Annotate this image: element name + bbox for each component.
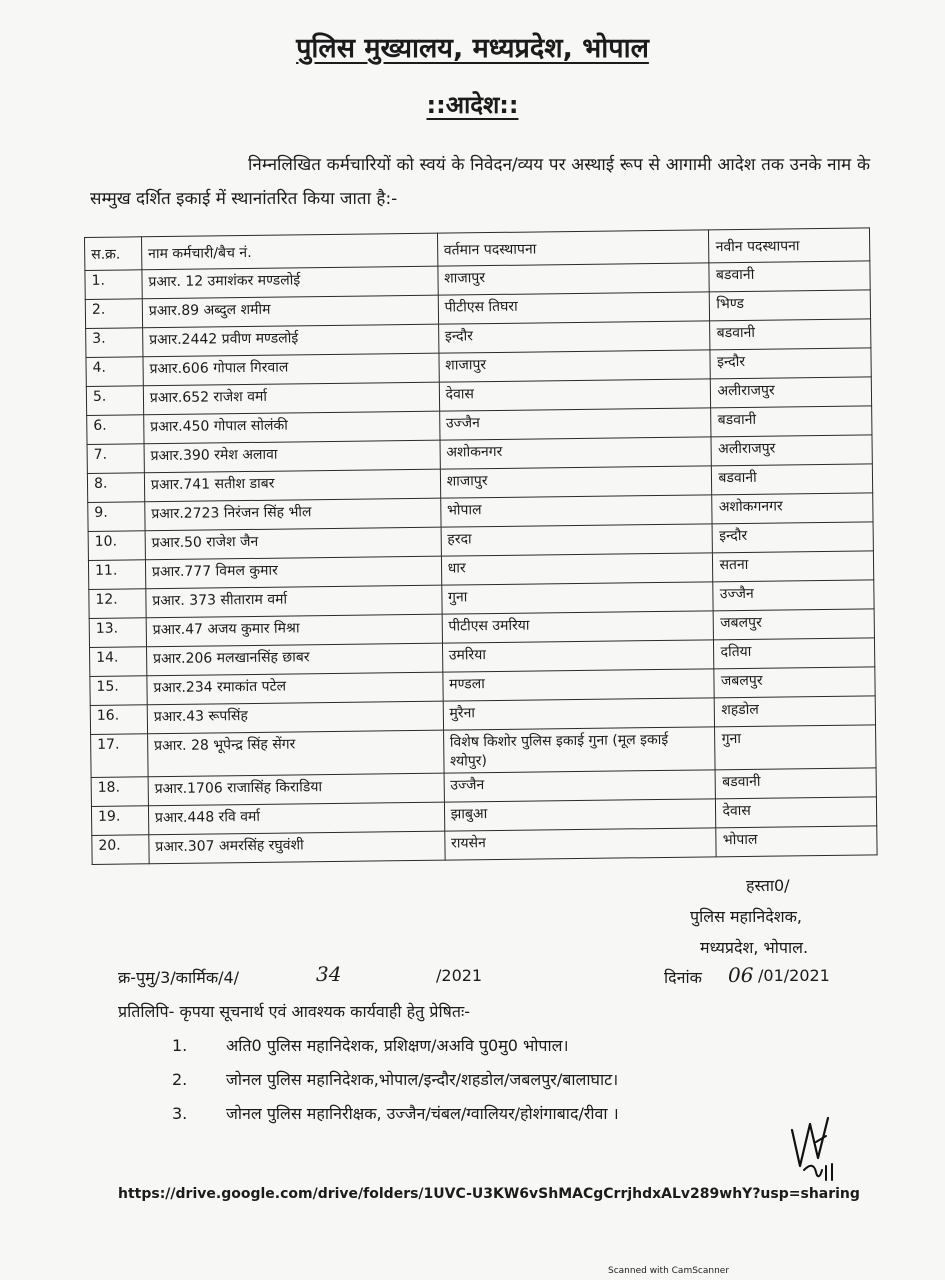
- cell-current-posting: पीटीएस तिघरा: [438, 292, 710, 324]
- copy-to-item: [172, 1102, 852, 1136]
- header-employee: नाम कर्मचारी/बैच नं.: [141, 233, 437, 270]
- cell-serial: 4.: [86, 357, 143, 387]
- cell-serial: 5.: [86, 386, 143, 416]
- cell-current-posting: उमरिया: [442, 640, 714, 672]
- cell-employee: प्रआर.43 रूपसिंह: [147, 701, 443, 734]
- cell-new-posting: बडवानी: [712, 464, 873, 495]
- transfer-table: [84, 227, 878, 865]
- copy-to-text: जोनल पुलिस महानिदेशक,भोपाल/इन्दौर/शहडोल/जबलपुर/बालाघाट।: [226, 1070, 619, 1089]
- cell-serial: 10.: [88, 531, 145, 561]
- signed-label: हस्ता0/: [746, 876, 790, 895]
- copy-to-list: [172, 1034, 852, 1136]
- cell-current-posting: उज्जैन: [439, 408, 711, 440]
- date-label: दिनांक: [664, 968, 702, 987]
- cell-serial: 20.: [92, 835, 149, 865]
- cell-new-posting: इन्दौर: [713, 522, 874, 553]
- cell-employee: प्रआर.206 मलखानसिंह छाबर: [146, 643, 442, 676]
- reference-prefix: क्र-पुमु/3/कार्मिक/4/: [118, 968, 240, 987]
- signature-block: [690, 870, 900, 963]
- cell-new-posting: सतना: [713, 551, 874, 582]
- cell-employee: प्रआर. 28 भूपेन्द्र सिंह सेंगर: [147, 730, 443, 777]
- cell-employee: प्रआर.89 अब्दुल शमीम: [142, 295, 438, 328]
- cell-new-posting: देवास: [716, 797, 877, 828]
- cell-new-posting: अलीराजपुर: [711, 435, 872, 466]
- cell-serial: 7.: [87, 444, 144, 474]
- date-rest: /01/2021: [758, 966, 830, 985]
- cell-current-posting: उज्जैन: [444, 770, 716, 802]
- cell-new-posting: गुना: [715, 725, 876, 770]
- cell-serial: 14.: [90, 647, 147, 677]
- cell-new-posting: इन्दौर: [710, 348, 871, 379]
- cell-current-posting: अशोकनगर: [440, 437, 712, 469]
- copy-to-number: 1.: [172, 1036, 188, 1055]
- cell-employee: प्रआर.777 विमल कुमार: [145, 556, 441, 589]
- cell-employee: प्रआर.234 रमाकांत पटेल: [147, 672, 443, 705]
- cell-serial: 19.: [91, 806, 148, 836]
- cell-employee: प्रआर.50 राजेश जैन: [145, 527, 441, 560]
- cell-employee: प्रआर.2442 प्रवीण मण्डलोई: [143, 324, 439, 357]
- cell-serial: 17.: [91, 734, 148, 778]
- cell-employee: प्रआर.2723 निरंजन सिंह भील: [145, 498, 441, 531]
- cell-employee: प्रआर.652 राजेश वर्मा: [143, 382, 439, 415]
- cell-new-posting: बडवानी: [711, 406, 872, 437]
- cell-serial: 18.: [91, 777, 148, 807]
- cell-new-posting: जबलपुर: [714, 667, 875, 698]
- cell-new-posting: उज्जैन: [713, 580, 874, 611]
- table-body: [85, 261, 877, 865]
- cell-employee: प्रआर.741 सतीश डाबर: [144, 469, 440, 502]
- cell-employee: प्रआर.47 अजय कुमार मिश्रा: [146, 614, 442, 647]
- cell-current-posting: मण्डला: [442, 669, 714, 701]
- cell-current-posting: धार: [441, 553, 713, 585]
- cell-employee: प्रआर.448 रवि वर्मा: [148, 802, 444, 835]
- copy-to-heading: प्रतिलिपि- कृपया सूचनार्थ एवं आवश्यक कार्यवाही हेतु प्रेषितः-: [118, 1002, 470, 1021]
- reference-year: /2021: [436, 966, 483, 985]
- cell-employee: प्रआर.606 गोपाल गिरवाल: [143, 353, 439, 386]
- cell-new-posting: अशोकगनगर: [712, 493, 873, 524]
- copy-to-number: 2.: [172, 1070, 188, 1089]
- cell-serial: 6.: [87, 415, 144, 445]
- cell-new-posting: दतिया: [714, 638, 875, 669]
- header-serial: स.क्र.: [85, 237, 142, 271]
- cell-serial: 15.: [90, 676, 147, 706]
- cell-current-posting: शाजापुर: [440, 466, 712, 498]
- cell-current-posting: देवास: [439, 379, 711, 411]
- cell-serial: 2.: [85, 299, 142, 329]
- cell-new-posting: शहडोल: [715, 696, 876, 727]
- cell-serial: 8.: [87, 473, 144, 503]
- signatory-location: मध्यप्रदेश, भोपाल.: [700, 938, 809, 957]
- handwritten-signature: [770, 1108, 850, 1188]
- cell-serial: 9.: [88, 502, 145, 532]
- scanner-watermark: Scanned with CamScanner: [608, 1266, 730, 1276]
- drive-link[interactable]: https://drive.google.com/drive/folders/1UVC-U3KW6vShMACgCrrjhdxALv289whY?usp=sharing: [118, 1186, 860, 1202]
- cell-current-posting: मुरैना: [443, 698, 715, 730]
- cell-current-posting: रायसेन: [444, 828, 716, 860]
- copy-to-text: अति0 पुलिस महानिदेशक, प्रशिक्षण/अअवि पु0मु0 भोपाल।: [226, 1036, 569, 1055]
- reference-number: 34: [316, 962, 342, 986]
- cell-new-posting: बडवानी: [709, 261, 870, 292]
- cell-current-posting: पीटीएस उमरिया: [442, 611, 714, 643]
- signatory-title: पुलिस महानिदेशक,: [690, 907, 802, 926]
- cell-employee: प्रआर. 373 सीताराम वर्मा: [146, 585, 442, 618]
- reference-line: [118, 962, 838, 992]
- cell-current-posting: इन्दौर: [438, 321, 710, 353]
- cell-current-posting: शाजापुर: [439, 350, 711, 382]
- cell-employee: प्रआर.390 रमेश अलावा: [144, 440, 440, 473]
- order-heading: ::आदेश::: [426, 91, 519, 119]
- cell-serial: 1.: [85, 270, 142, 300]
- cell-serial: 12.: [89, 589, 146, 619]
- cell-new-posting: भोपाल: [716, 826, 877, 857]
- cell-serial: 11.: [88, 560, 145, 590]
- page-title: पुलिस मुख्यालय, मध्यप्रदेश, भोपाल: [296, 33, 649, 64]
- intro-paragraph: निम्नलिखित कर्मचारियों को स्वयं के निवेदन/व्यय पर अस्थाई रूप से आगामी आदेश तक उनके नाम के सम्मुख दर्शित इकाई में स्थानांतरित किया जाता है:-: [90, 155, 870, 209]
- cell-current-posting: भोपाल: [440, 495, 712, 527]
- cell-current-posting: विशेष किशोर पुलिस इकाई गुना (मूल इकाई श्योपुर): [443, 727, 715, 773]
- copy-to-number: 3.: [172, 1104, 188, 1123]
- cell-new-posting: बडवानी: [716, 768, 877, 799]
- cell-employee: प्रआर.1706 राजासिंह किराडिया: [148, 773, 444, 806]
- cell-new-posting: जबलपुर: [714, 609, 875, 640]
- cell-serial: 16.: [90, 705, 147, 735]
- copy-to-item: [172, 1034, 852, 1068]
- cell-employee: प्रआर. 12 उमाशंकर मण्डलोई: [142, 266, 438, 299]
- cell-employee: प्रआर.450 गोपाल सोलंकी: [144, 411, 440, 444]
- cell-current-posting: शाजापुर: [438, 263, 710, 295]
- cell-current-posting: झाबुआ: [444, 799, 716, 831]
- cell-current-posting: गुना: [441, 582, 713, 614]
- cell-employee: प्रआर.307 अमरसिंह रघुवंशी: [149, 831, 445, 864]
- cell-serial: 13.: [89, 618, 146, 648]
- header-current-posting: वर्तमान पदस्थापना: [437, 230, 709, 266]
- cell-current-posting: हरदा: [441, 524, 713, 556]
- copy-to-item: [172, 1068, 852, 1102]
- cell-new-posting: भिण्ड: [710, 290, 871, 321]
- date-day: 06: [728, 963, 754, 987]
- cell-new-posting: अलीराजपुर: [711, 377, 872, 408]
- cell-serial: 3.: [86, 328, 143, 358]
- header-new-posting: नवीन पदस्थापना: [709, 228, 870, 263]
- copy-to-text: जोनल पुलिस महानिरीक्षक, उज्जैन/चंबल/ग्वालियर/होशंगाबाद/रीवा ।: [226, 1104, 619, 1123]
- cell-new-posting: बडवानी: [710, 319, 871, 350]
